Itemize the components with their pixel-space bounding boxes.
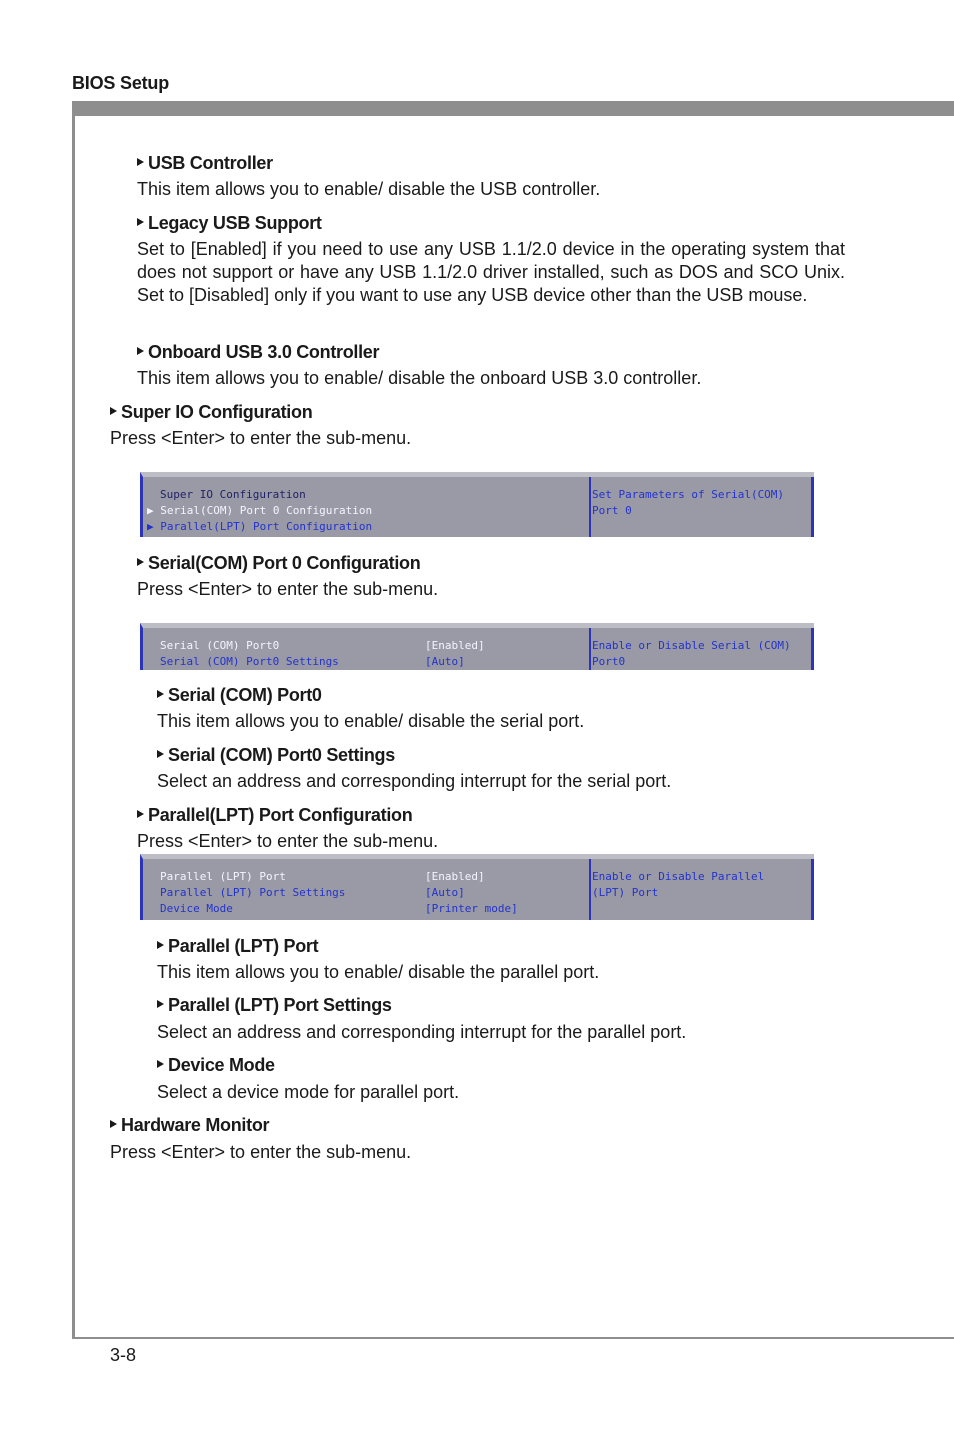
item-heading-parallel-config [137,805,412,826]
bios-option-value: [Enabled] [425,639,485,652]
item-description: This item allows you to enable/ disable the serial port. [157,711,585,731]
triangle-bullet-icon [157,1060,164,1068]
heading-text: Super IO Configuration [121,402,313,422]
page-number: 3-8 [110,1345,137,1365]
triangle-bullet-icon [137,810,144,818]
item-heading-legacy-usb [137,213,322,234]
item-heading-serial-config [137,553,420,574]
bios-option-label: Device Mode [160,902,233,915]
item-description: This item allows you to enable/ disable the parallel port. [157,962,600,982]
bios-option-value: [Enabled] [425,870,485,883]
heading-text: Serial (COM) Port0 [168,685,322,705]
triangle-bullet-icon [137,558,144,566]
heading-text: Serial(COM) Port 0 Configuration [148,553,421,573]
bios-help-text: Enable or Disable Serial (COM) [592,639,791,652]
bios-option-label: Parallel (LPT) Port Settings [160,886,346,899]
heading-text: USB Controller [148,153,273,173]
left-rule [72,116,75,1339]
item-heading-super-io [110,402,312,423]
bios-screen-title: Super IO Configuration [160,488,306,501]
panel-edge [811,859,814,920]
heading-text: Parallel(LPT) Port Configuration [148,805,413,825]
triangle-bullet-icon [157,750,164,758]
bios-option-value: [Auto] [425,886,465,899]
bios-menu-item-parallel: ▶ Parallel(LPT) Port Configuration [147,520,373,533]
triangle-bullet-icon [137,347,144,355]
bios-option-label: Serial (COM) Port0 Settings [160,655,339,668]
item-heading-serial-port0-settings [157,745,395,766]
item-heading-parallel-port [157,936,318,957]
bios-option-label: Parallel (LPT) Port [160,870,286,883]
panel-edge [811,477,814,537]
section-title: BIOS Setup [72,73,170,93]
item-description: This item allows you to enable/ disable the USB controller. [137,179,601,199]
heading-text: Serial (COM) Port0 Settings [168,745,395,765]
item-description: This item allows you to enable/ disable the onboard USB 3.0 controller. [137,368,702,388]
bios-help-text: Port0 [592,655,626,668]
bottom-rule [72,1337,954,1339]
item-heading-serial-port0 [157,685,322,706]
bios-help-text: Enable or Disable Parallel [592,870,765,883]
bios-screenshot-serial [140,623,814,670]
heading-text: Legacy USB Support [148,213,322,233]
bios-help-text: Port 0 [592,504,632,517]
bios-option-value: [Printer mode] [425,902,518,915]
triangle-bullet-icon [157,941,164,949]
item-description: Press <Enter> to enter the sub-menu. [110,1142,412,1162]
heading-text: Hardware Monitor [121,1115,270,1135]
bios-screenshot-parallel [140,854,814,920]
item-heading-device-mode [157,1055,275,1076]
heading-text: Device Mode [168,1055,275,1075]
panel-edge [811,628,814,670]
item-heading-hardware-monitor [110,1115,269,1136]
triangle-bullet-icon [137,218,144,226]
bios-option-value: [Auto] [425,655,465,668]
bios-help-text: (LPT) Port [592,886,659,899]
item-description: Select an address and corresponding interrupt for the parallel port. [157,1022,687,1042]
triangle-bullet-icon [110,407,117,415]
triangle-bullet-icon [157,1000,164,1008]
item-description: Press <Enter> to enter the sub-menu. [137,579,439,599]
item-description: Press <Enter> to enter the sub-menu. [137,831,439,851]
item-description: Press <Enter> to enter the sub-menu. [110,428,412,448]
triangle-bullet-icon [137,158,144,166]
item-description: Select a device mode for parallel port. [157,1082,460,1102]
triangle-bullet-icon [157,690,164,698]
panel-divider [589,859,591,920]
bios-menu-item-serial: ▶ Serial(COM) Port 0 Configuration [147,504,373,517]
item-heading-parallel-port-settings [157,995,392,1016]
bios-option-label: Serial (COM) Port0 [160,639,280,652]
item-heading-usb-controller [137,153,273,174]
item-description: Set to [Enabled] if you need to use any USB 1.1/2.0 device in the operating system that does not support or have any USB 1.1/2.0 driver installed, such as DOS and SCO Unix. Set to [Disabled] only if you want to use any USB device other than the USB mouse. [137,239,845,305]
item-heading-onboard-usb3 [137,342,379,363]
heading-text: Parallel (LPT) Port [168,936,319,956]
heading-text: Onboard USB 3.0 Controller [148,342,380,362]
bios-help-text: Set Parameters of Serial(COM) [592,488,785,501]
heading-text: Parallel (LPT) Port Settings [168,995,392,1015]
triangle-bullet-icon [110,1120,117,1128]
panel-divider [589,477,591,537]
header-bar [72,101,954,116]
panel-divider [589,628,591,670]
item-description: Select an address and corresponding interrupt for the serial port. [157,771,672,791]
bios-screenshot-super-io [140,472,814,537]
